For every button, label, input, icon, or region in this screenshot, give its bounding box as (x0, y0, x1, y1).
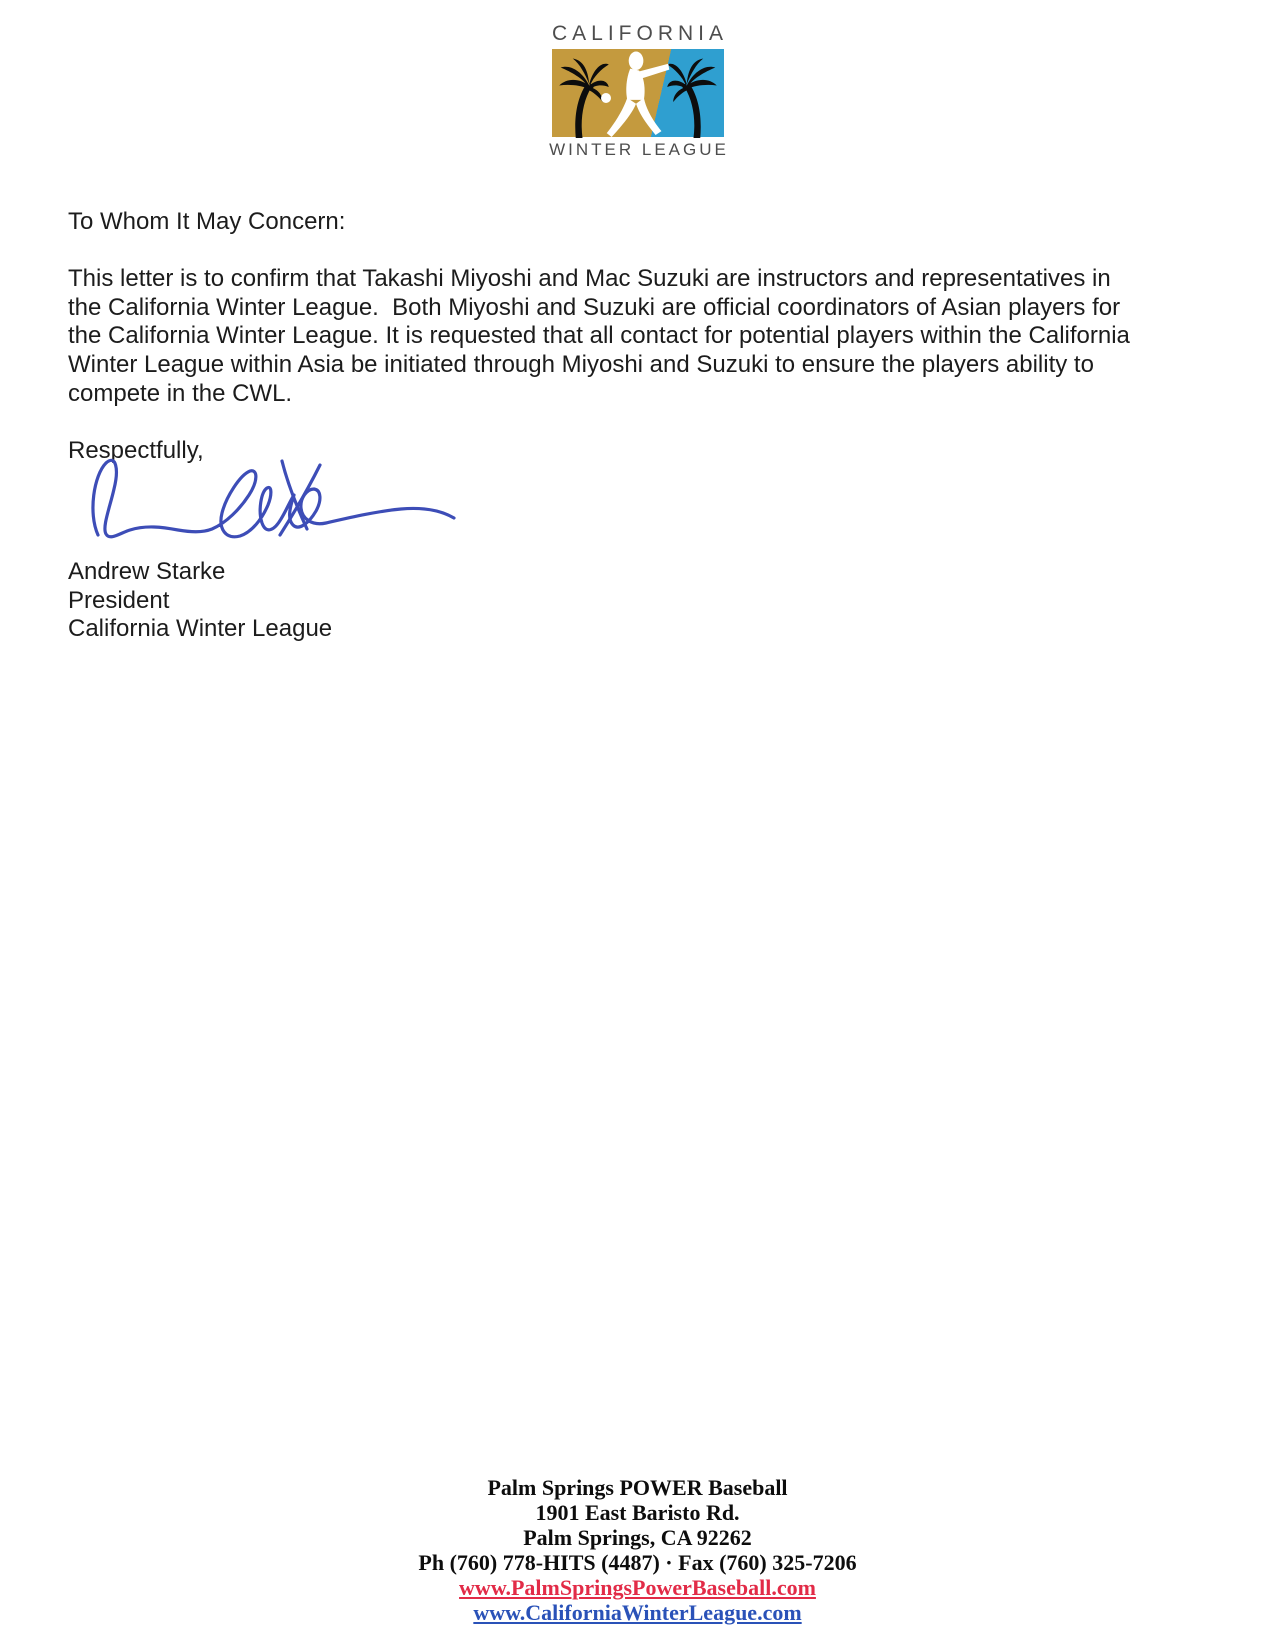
footer-phone-fax: Ph (760) 778-HITS (4487) · Fax (760) 325-7206 (418, 1550, 857, 1575)
footer-address-line1: 1901 East Baristo Rd. (535, 1500, 740, 1525)
body-line: compete in the CWL. (68, 379, 293, 407)
body-line: the California Winter League. Both Miyoshi and Suzuki are official coordinators of Asian players for (68, 293, 1121, 321)
salutation: To Whom It May Concern: (68, 208, 346, 235)
footer-link-winter-league-row (0, 1600, 1275, 1625)
signer-title: President (68, 586, 170, 614)
logo-badge (552, 49, 724, 137)
california-winter-league-logo (0, 22, 1275, 160)
palm-tree-icon (661, 54, 723, 138)
body-line: This letter is to confirm that Takashi Miyoshi and Mac Suzuki are instructors and representatives in (68, 265, 1111, 292)
power-baseball-link[interactable]: www.PalmSpringsPowerBaseball.com (459, 1575, 816, 1600)
signature-block (68, 558, 332, 644)
signer-name: Andrew Starke (68, 558, 226, 585)
letter-body-paragraph (68, 265, 1130, 409)
winter-league-link[interactable]: www.CaliforniaWinterLeague.com (473, 1600, 802, 1625)
body-line: Winter League within Asia be initiated through Miyoshi and Suzuki to ensure the players ability to (68, 351, 1094, 379)
logo-top-text: CALIFORNIA (551, 22, 729, 45)
body-line: the California Winter League. It is requested that all contact for potential players within the California (68, 322, 1130, 350)
baseball-icon (601, 93, 611, 103)
footer-address-line2: Palm Springs, CA 92262 (523, 1525, 752, 1550)
footer-link-power-baseball-row (0, 1575, 1275, 1600)
footer-org: Palm Springs POWER Baseball (487, 1475, 788, 1500)
handwritten-signature (86, 453, 466, 553)
logo-bottom-text: WINTER LEAGUE (549, 140, 729, 159)
baseball-batter-icon (606, 51, 670, 137)
letterhead-footer (0, 1475, 1275, 1625)
closing: Respectfully, (68, 437, 204, 464)
signer-organization: California Winter League (68, 615, 333, 643)
